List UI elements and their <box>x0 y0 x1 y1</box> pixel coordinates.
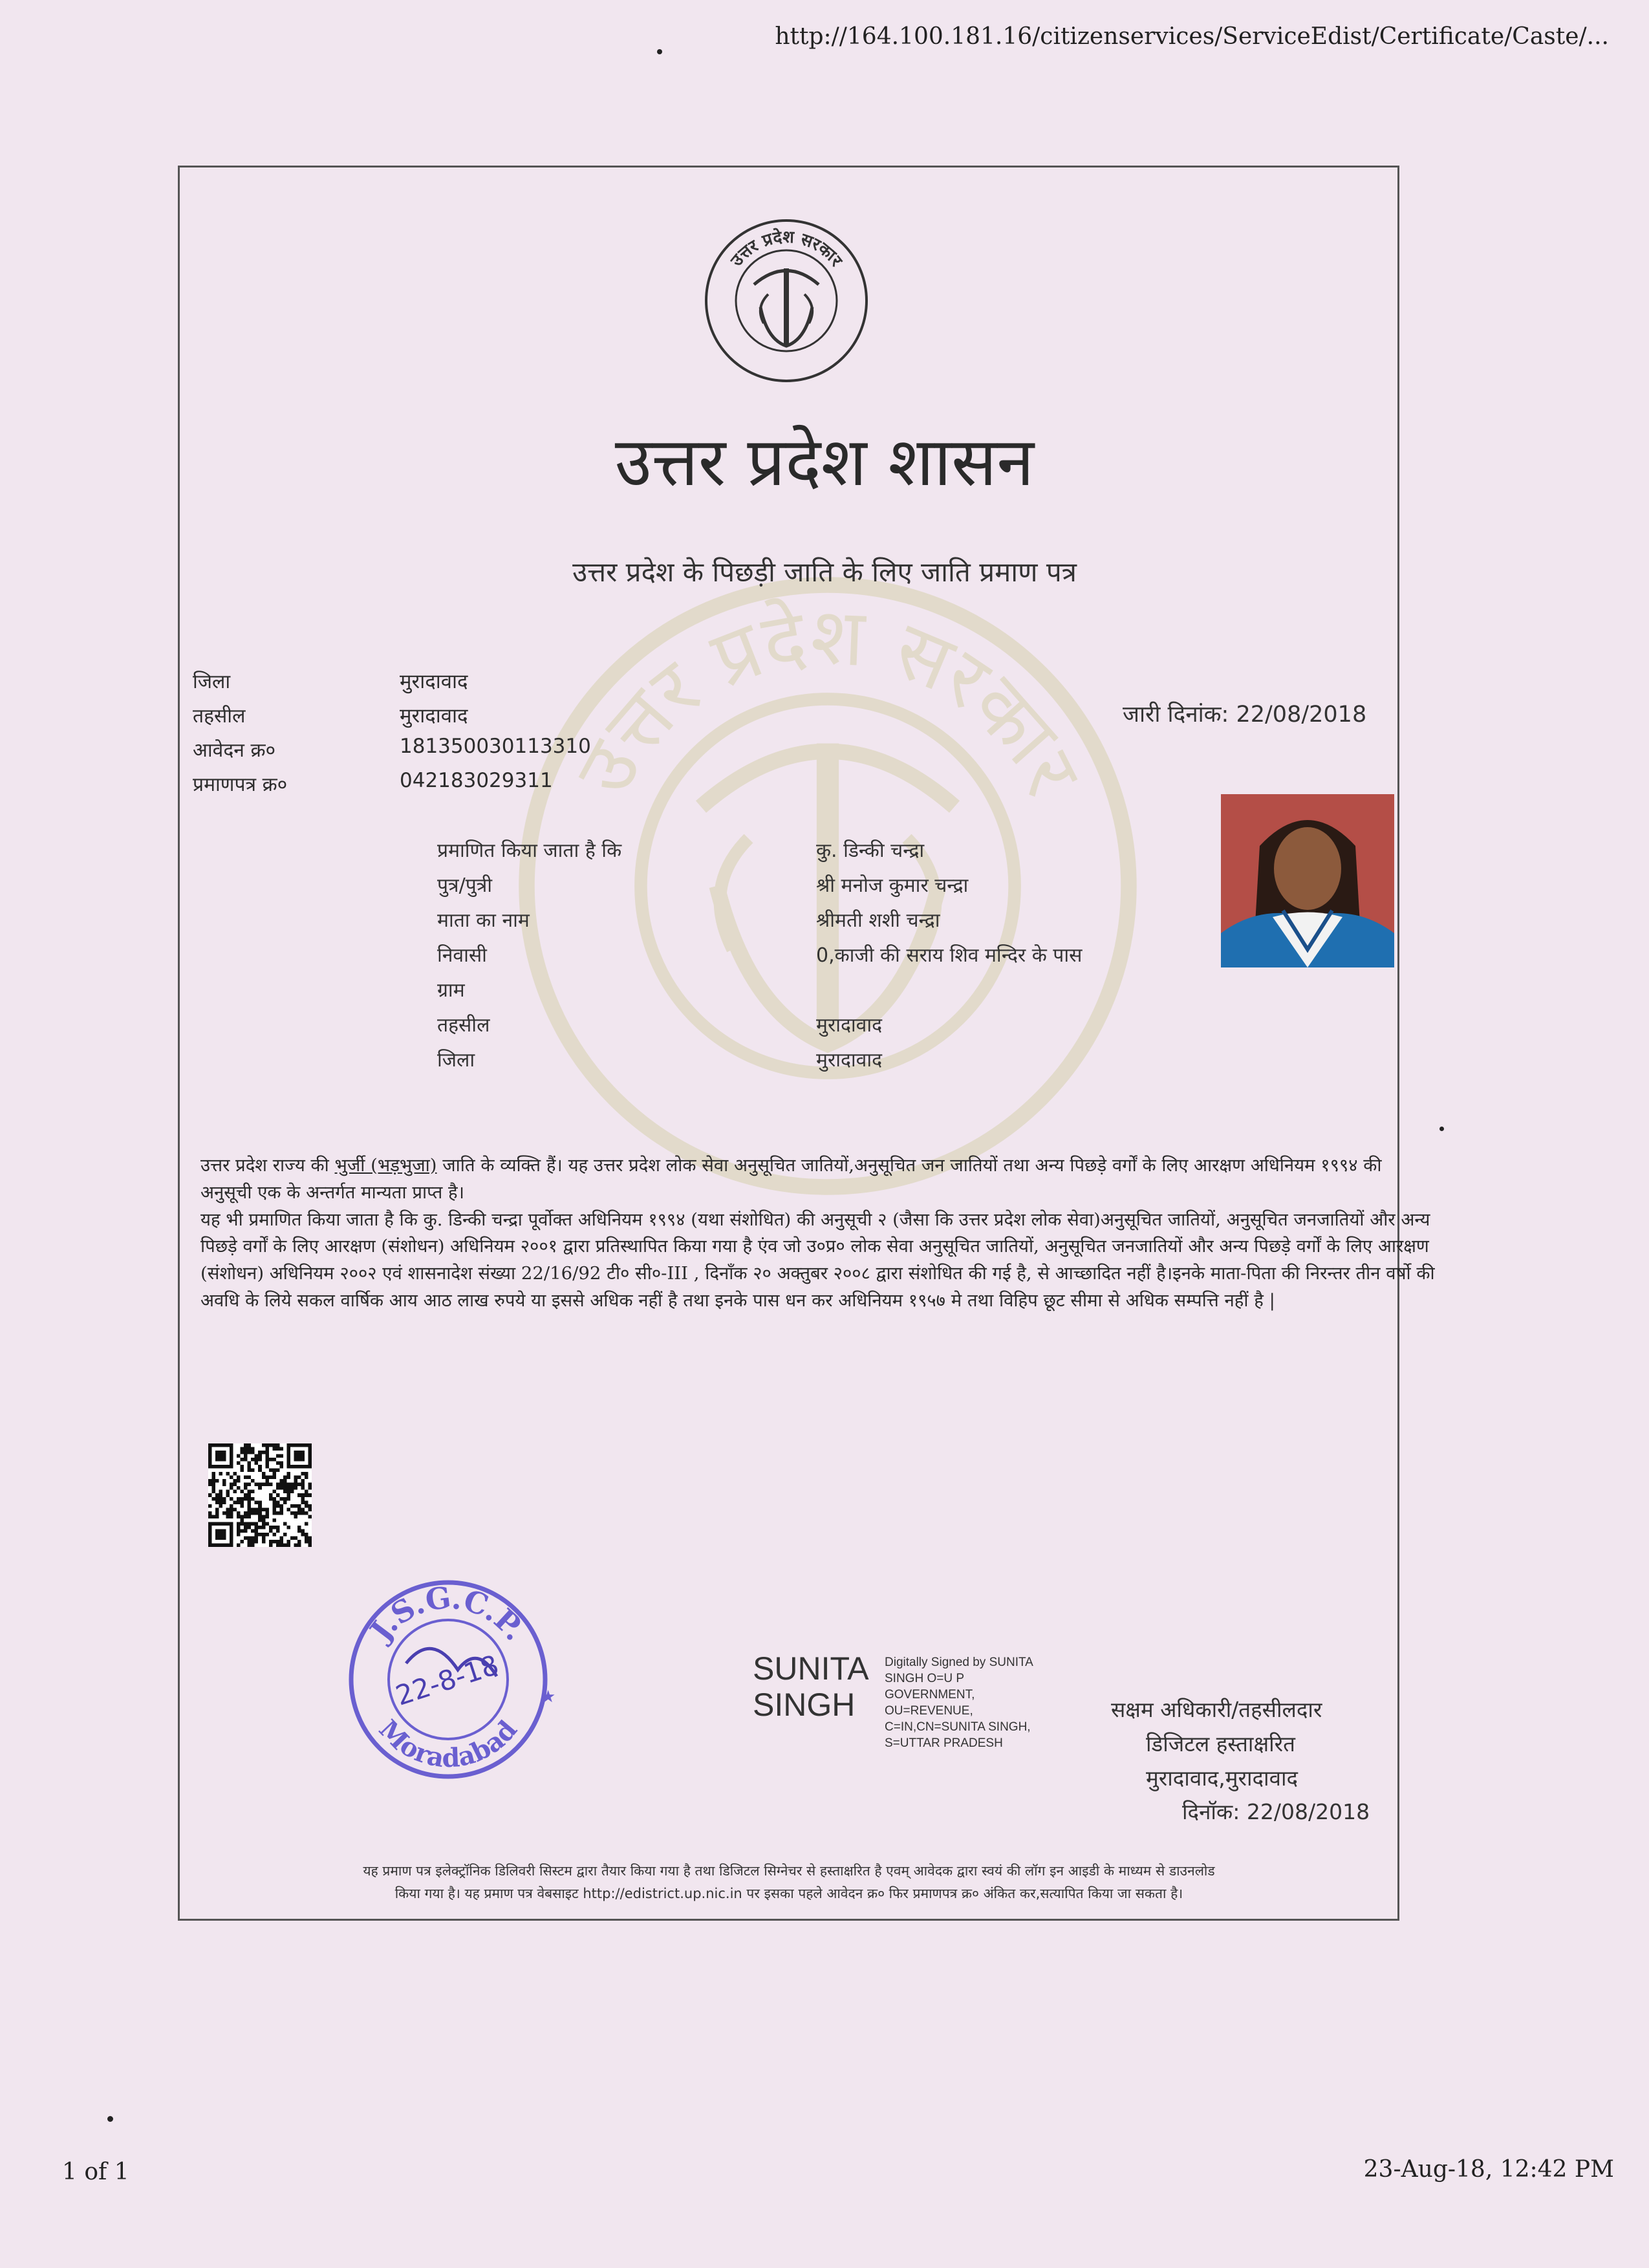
parent-name: श्री मनोज कुमार चन्द्रा <box>816 874 969 897</box>
issuing-officer <box>1111 1693 1370 1830</box>
body-p2: यह भी प्रमाणित किया जाता है कि कु. डिन्की चन्द्रा पूर्वोक्त अधिनियम १९९४ (यथा संशोधित) की अनुसूची २ (जैसा कि उत्तर प्रदेश लोक सेवा)अनुसूचित जातियों, अनुसूचित जनजातियों और अन्य पिछड़े वर्गों के लिए आरक्षण (संशोधन) अधिनियम २००१ द्वारा प्रतिस्थापित किया गया है एंव जो उ०प्र० लोक सेवा अनुसूचित जातियों, अनुसूचित जनजातियों और अन्य पिछड़े वर्गों के लिए आरक्षण (संशोधन) अधिनियम २००२ एवं शासनादेश संख्या 22/16/92 टी० सी०-III , दिनाँक २० अक्तुबर २००८ द्वारा संशोधित की गई है, से आच्छादित नहीं है।इनके माता-पिता की निरन्तर तीन वर्षो की अवधि के लिये सकल वार्षिक आय आठ लाख रुपये या इससे अधिक नहीं है तथा इनके पास धन कर अधिनियम १९५७ मे तथा विहिप छूट सीमा से अधिक सम्पत्ति नहीं है | <box>200 1209 1435 1311</box>
tehsil-value: मुरादावाद <box>400 704 468 728</box>
page-count: 1 of 1 <box>62 2159 129 2185</box>
cert-district-label: जिला <box>437 1049 475 1072</box>
district-label: जिला <box>193 671 231 693</box>
verification-note-line2: किया गया है। यह प्रमाण पत्र वेबसाइट http://edistrict.up.nic.in पर इसका पहले आवेदन क्र० फिर प्रमाणपत्र क्र० अंकित कर,सत्यापित किया जा सकता है। <box>394 1885 1183 1901</box>
mother-name: श्रीमती शशी चन्द्रा <box>816 909 940 932</box>
svg-text:★: ★ <box>541 1687 556 1707</box>
certificate-subtitle: उत्तर प्रदेश के पिछड़ी जाति के लिए जाति प्रमाण पत्र <box>572 556 1077 588</box>
parent-label: पुत्र/पुत्री <box>437 874 493 897</box>
mother-label: माता का नाम <box>437 909 530 932</box>
officer-date: दिनॉक: 22/08/2018 <box>1182 1799 1370 1825</box>
official-stamp <box>335 1573 561 1786</box>
tehsil-label: तहसील <box>193 705 246 728</box>
resident-label: निवासी <box>437 944 487 967</box>
scan-speck <box>107 2116 113 2122</box>
svg-text:J.S.G.C.P.: J.S.G.C.P. <box>363 1579 534 1647</box>
digital-signature-details: Digitally Signed by SUNITA SINGH O=U P GOVERNMENT, OU=REVENUE, C=IN,CN=SUNITA SINGH, S=UTTAR PRADESH <box>885 1656 1033 1751</box>
application-number-value: 181350030113310 <box>400 735 591 758</box>
cert-tehsil-value: मुरादावाद <box>816 1014 883 1037</box>
officer-location: मुरादावाद,मुरादावाद <box>1146 1765 1299 1791</box>
signer-name <box>753 1650 869 1723</box>
svg-text:22-8-18: 22-8-18 <box>391 1648 503 1712</box>
svg-text:Moradabad: Moradabad <box>372 1714 523 1774</box>
application-number-label: आवेदन क्र० <box>193 739 276 762</box>
signer-last-name: SINGH <box>753 1687 856 1723</box>
officer-designation: सक्षम अधिकारी/तहसीलदार <box>1111 1697 1322 1722</box>
qr-code <box>208 1443 312 1547</box>
certificate-number-label: प्रमाणपत्र क्र० <box>193 773 288 796</box>
applicant-photo <box>1221 794 1394 967</box>
issue-date: जारी दिनांक: 22/08/2018 <box>1123 702 1367 728</box>
up-government-emblem <box>702 217 870 385</box>
caste-name: भुर्जी (भड़भुजा) <box>334 1155 437 1176</box>
signer-first-name: SUNITA <box>753 1650 869 1687</box>
digitally-signed-label: डिजिटल हस्ताक्षरित <box>1146 1731 1295 1756</box>
scan-speck <box>657 49 662 54</box>
body-p1-start: उत्तर प्रदेश राज्य की <box>200 1155 329 1176</box>
district-value: मुरादावाद <box>400 670 468 693</box>
scan-speck <box>1439 1127 1444 1131</box>
cert-tehsil-label: तहसील <box>437 1014 490 1037</box>
cert-district-value: मुरादावाद <box>816 1049 883 1072</box>
svg-text:उत्तर प्रदेश सरकार: उत्तर प्रदेश सरकार <box>727 227 846 270</box>
print-url: http://164.100.181.16/citizenservices/ServiceEdist/Certificate/Caste/... <box>775 23 1609 50</box>
svg-text:उत्तर प्रदेश सरकार: उत्तर प्रदेश सरकार <box>557 589 1099 810</box>
verification-note <box>188 1860 1390 1905</box>
certified-name: कु. डिन्की चन्द्रा <box>816 839 925 862</box>
certified-label: प्रमाणित किया जाता है कि <box>437 839 622 862</box>
village-label: ग्राम <box>437 979 465 1002</box>
certificate-body <box>200 1152 1436 1315</box>
certificate-title: उत्तर प्रदेश शासन <box>614 422 1035 501</box>
verification-note-line1: यह प्रमाण पत्र इलेक्ट्रॉनिक डिलिवरी सिस्टम द्वारा तैयार किया गया है तथा डिजिटल सिग्नेचर से हस्ताक्षरित है एवम् आवेदक द्वारा स्वयं की लॉग इन आइडी के माध्यम से डाउनलोड <box>363 1863 1215 1879</box>
body-p1-end: जाति के व्यक्ति हैं। यह उत्तर प्रदेश लोक सेवा अनुसूचित जातियों,अनुसूचित जन जातियों तथा अन्य पिछड़े वर्गों के लिए आरक्षण अधिनियम १९९४ की अनुसूची एक के अन्तर्गत मान्यता प्राप्त है। <box>200 1155 1382 1203</box>
resident-address: 0,काजी की सराय शिव मन्दिर के पास <box>816 944 1083 967</box>
certificate-number-value: 042183029311 <box>400 769 553 792</box>
print-timestamp: 23-Aug-18, 12:42 PM <box>1363 2156 1614 2183</box>
